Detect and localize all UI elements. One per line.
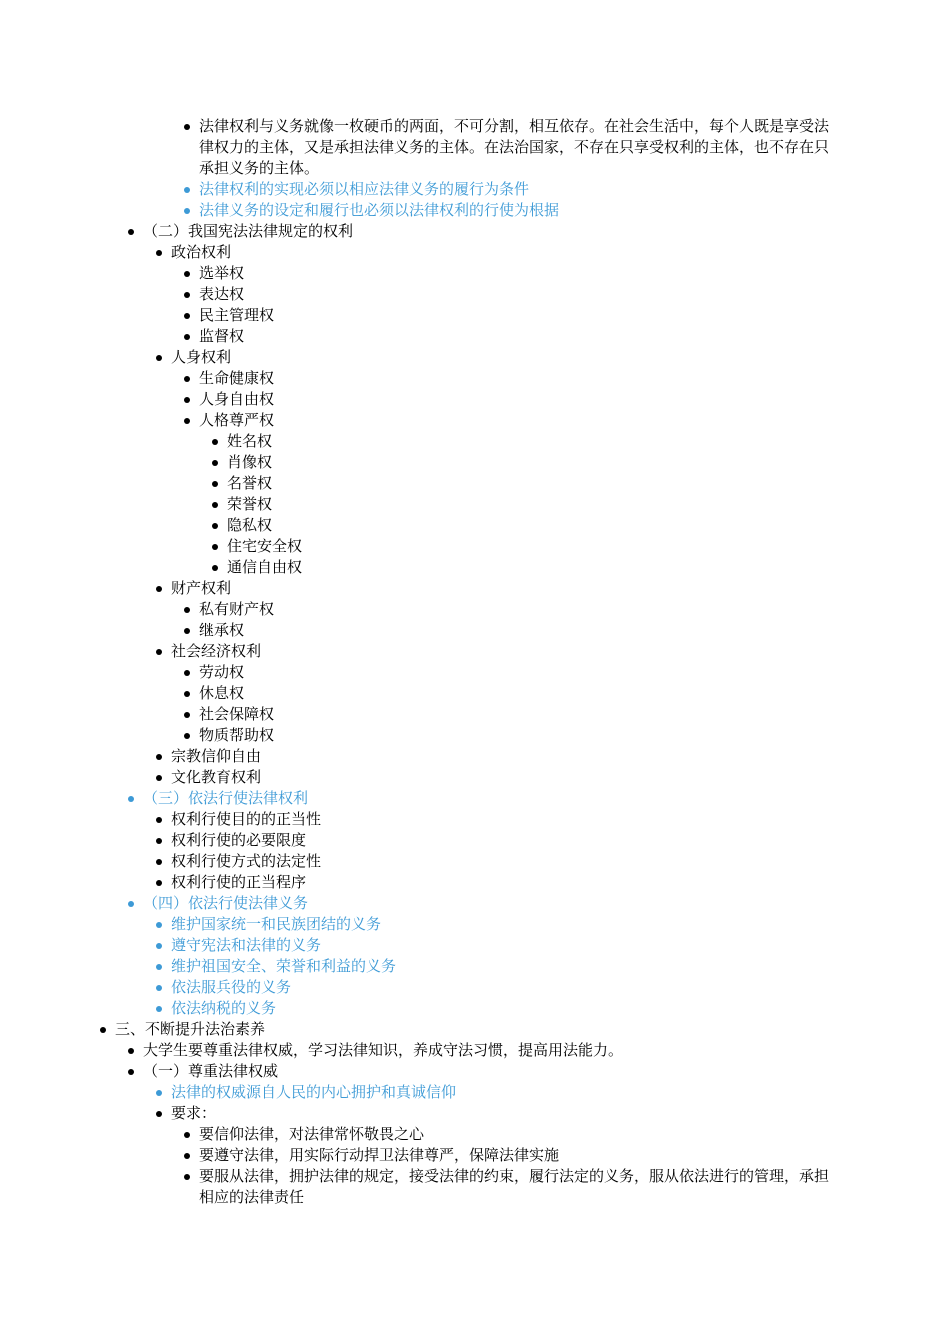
- outline-item-text: 人身自由权: [199, 390, 275, 408]
- outline-item-text: 要求：: [171, 1104, 217, 1122]
- outline-item-text: 权利行使目的的正当性: [171, 810, 322, 828]
- bullet-icon: [184, 1174, 190, 1180]
- outline-item: [199, 683, 835, 704]
- outline-item-text: 要遵守法律，用实际行动捍卫法律尊严，保障法律实施: [199, 1146, 560, 1164]
- bullet-icon: [212, 523, 218, 529]
- outline-item: [171, 767, 835, 788]
- outline-item: [199, 284, 835, 305]
- bullet-icon: [184, 607, 190, 613]
- outline-item-text: 人格尊严权: [199, 411, 275, 429]
- outline-item: [227, 494, 835, 515]
- bullet-icon: [184, 292, 190, 298]
- outline-item-text: 法律义务的设定和履行也必须以法律权利的行使为根据: [199, 201, 560, 219]
- bullet-icon: [156, 859, 162, 865]
- outline-item: [199, 179, 835, 200]
- outline-item-text: 社会经济权利: [171, 642, 262, 660]
- bullet-icon: [156, 817, 162, 823]
- outline-item-text: （四）依法行使法律义务: [143, 894, 309, 912]
- outline-item-text: 民主管理权: [199, 306, 275, 324]
- outline-item: [171, 977, 835, 998]
- outline-item: [227, 515, 835, 536]
- outline-item: [227, 557, 835, 578]
- bullet-icon: [184, 376, 190, 382]
- outline-item: [171, 956, 835, 977]
- outline-item-text: 法律的权威源自人民的内心拥护和真诚信仰: [171, 1083, 457, 1101]
- outline-item-text: 休息权: [199, 684, 245, 702]
- outline-item: [171, 242, 835, 263]
- outline-item-text: 社会保障权: [199, 705, 275, 723]
- outline-item: [171, 851, 835, 872]
- outline-item-text: 遵守宪法和法律的义务: [171, 936, 322, 954]
- outline-item-text: 继承权: [199, 621, 245, 639]
- outline-item-text: 名誉权: [227, 474, 273, 492]
- outline-item-text: 权利行使方式的法定性: [171, 852, 322, 870]
- outline-item-text: 姓名权: [227, 432, 273, 450]
- bullet-icon: [156, 922, 162, 928]
- bullet-icon: [128, 229, 134, 235]
- bullet-icon: [184, 712, 190, 718]
- outline-item: [199, 200, 835, 221]
- bullet-icon: [184, 1153, 190, 1159]
- outline-item: [171, 578, 835, 599]
- bullet-icon: [184, 124, 190, 130]
- bullet-icon: [212, 502, 218, 508]
- bullet-icon: [184, 271, 190, 277]
- outline-item: [199, 410, 835, 431]
- outline-item-text: 要信仰法律，对法律常怀敬畏之心: [199, 1125, 425, 1143]
- bullet-icon: [156, 838, 162, 844]
- outline-item-text: 政治权利: [171, 243, 232, 261]
- bullet-icon: [156, 250, 162, 256]
- outline-item-text: 大学生要尊重法律权威，学习法律知识，养成守法习惯，提高用法能力。: [143, 1041, 624, 1059]
- outline-item-text: 劳动权: [199, 663, 245, 681]
- bullet-icon: [184, 187, 190, 193]
- outline-item: [199, 704, 835, 725]
- outline-item-text: 三、不断提升法治素养: [115, 1020, 266, 1038]
- outline-item-text: 选举权: [199, 264, 245, 282]
- outline-item-text: 隐私权: [227, 516, 273, 534]
- outline-item: [143, 1040, 835, 1061]
- outline-item: [199, 389, 835, 410]
- outline-item-text: 依法纳税的义务: [171, 999, 277, 1017]
- outline-item-text: 私有财产权: [199, 600, 275, 618]
- outline-item-text: 肖像权: [227, 453, 273, 471]
- outline-item-text: 要服从法律，拥护法律的规定，接受法律的约束，履行法定的义务，服从依法进行的管理，承担相应的法律责任: [199, 1167, 830, 1206]
- outline-item: [171, 809, 835, 830]
- outline-item: [199, 116, 835, 179]
- outline-item-text: 权利行使的必要限度: [171, 831, 307, 849]
- outline-item: [143, 893, 835, 914]
- outline-item: [199, 725, 835, 746]
- bullet-icon: [128, 901, 134, 907]
- outline-item-text: 文化教育权利: [171, 768, 262, 786]
- outline-item: [171, 746, 835, 767]
- bullet-icon: [156, 649, 162, 655]
- bullet-icon: [184, 334, 190, 340]
- outline-item-text: （一）尊重法律权威: [143, 1062, 279, 1080]
- bullet-icon: [184, 691, 190, 697]
- outline-item: [199, 326, 835, 347]
- outline-item: [227, 452, 835, 473]
- bullet-icon: [156, 754, 162, 760]
- outline-item-text: 物质帮助权: [199, 726, 275, 744]
- outline-item: [199, 620, 835, 641]
- outline-item: [199, 263, 835, 284]
- bullet-icon: [156, 1111, 162, 1117]
- outline-item: [199, 662, 835, 683]
- outline-item-text: 依法服兵役的义务: [171, 978, 292, 996]
- bullet-icon: [156, 1006, 162, 1012]
- outline-item: [199, 1124, 835, 1145]
- outline-item-text: （二）我国宪法法律规定的权利: [143, 222, 354, 240]
- outline-item-text: 通信自由权: [227, 558, 303, 576]
- bullet-icon: [184, 628, 190, 634]
- bullet-icon: [184, 313, 190, 319]
- outline-item: [143, 788, 835, 809]
- outline-item: [171, 1103, 835, 1124]
- outline-item: [171, 935, 835, 956]
- outline-item-text: 法律权利与义务就像一枚硬币的两面，不可分割，相互依存。在社会生活中，每个人既是享受法律权力的主体，又是承担法律义务的主体。在法治国家，不存在只享受权利的主体，也不存在只承担义务的主体。: [199, 117, 830, 177]
- outline-item: [171, 641, 835, 662]
- outline-item: [227, 473, 835, 494]
- outline-item: [199, 368, 835, 389]
- outline-item-text: 人身权利: [171, 348, 232, 366]
- bullet-icon: [212, 439, 218, 445]
- outline-item: [171, 347, 835, 368]
- outline-item: [171, 914, 835, 935]
- bullet-icon: [128, 1048, 134, 1054]
- bullet-icon: [156, 880, 162, 886]
- outline-item-text: 维护祖国安全、荣誉和利益的义务: [171, 957, 397, 975]
- outline-item: [199, 1166, 835, 1208]
- bullet-icon: [128, 796, 134, 802]
- outline-item: [171, 830, 835, 851]
- outline-item-text: 维护国家统一和民族团结的义务: [171, 915, 382, 933]
- outline-item-text: 法律权利的实现必须以相应法律义务的履行为条件: [199, 180, 530, 198]
- outline-item: [171, 872, 835, 893]
- outline-item: [227, 431, 835, 452]
- outline-item-text: 宗教信仰自由: [171, 747, 262, 765]
- bullet-icon: [156, 775, 162, 781]
- bullet-icon: [100, 1027, 106, 1033]
- bullet-icon: [212, 460, 218, 466]
- bullet-icon: [156, 943, 162, 949]
- outline-item-text: 住宅安全权: [227, 537, 303, 555]
- outline-item: [171, 1082, 835, 1103]
- outline-item: [199, 305, 835, 326]
- bullet-icon: [156, 964, 162, 970]
- bullet-icon: [184, 733, 190, 739]
- outline-item-text: 生命健康权: [199, 369, 275, 387]
- bullet-icon: [184, 208, 190, 214]
- bullet-icon: [212, 481, 218, 487]
- outline-item-text: 财产权利: [171, 579, 232, 597]
- bullet-icon: [156, 586, 162, 592]
- bullet-icon: [212, 544, 218, 550]
- outline-item: [143, 221, 835, 242]
- bullet-icon: [128, 1069, 134, 1075]
- bullet-icon: [184, 670, 190, 676]
- bullet-icon: [184, 1132, 190, 1138]
- bullet-icon: [156, 355, 162, 361]
- bullet-icon: [156, 1090, 162, 1096]
- outline-item-text: 荣誉权: [227, 495, 273, 513]
- outline-item: [143, 1061, 835, 1082]
- outline-item: [199, 599, 835, 620]
- outline-item-text: 监督权: [199, 327, 245, 345]
- bullet-icon: [212, 565, 218, 571]
- outline-item: [227, 536, 835, 557]
- bullet-icon: [184, 397, 190, 403]
- outline-item: [199, 1145, 835, 1166]
- outline-item-text: 表达权: [199, 285, 245, 303]
- outline-item-text: 权利行使的正当程序: [171, 873, 307, 891]
- outline-item-text: （三）依法行使法律权利: [143, 789, 309, 807]
- bullet-icon: [156, 985, 162, 991]
- outline-item: [171, 998, 835, 1019]
- bullet-icon: [184, 418, 190, 424]
- outline-item: [115, 1019, 835, 1040]
